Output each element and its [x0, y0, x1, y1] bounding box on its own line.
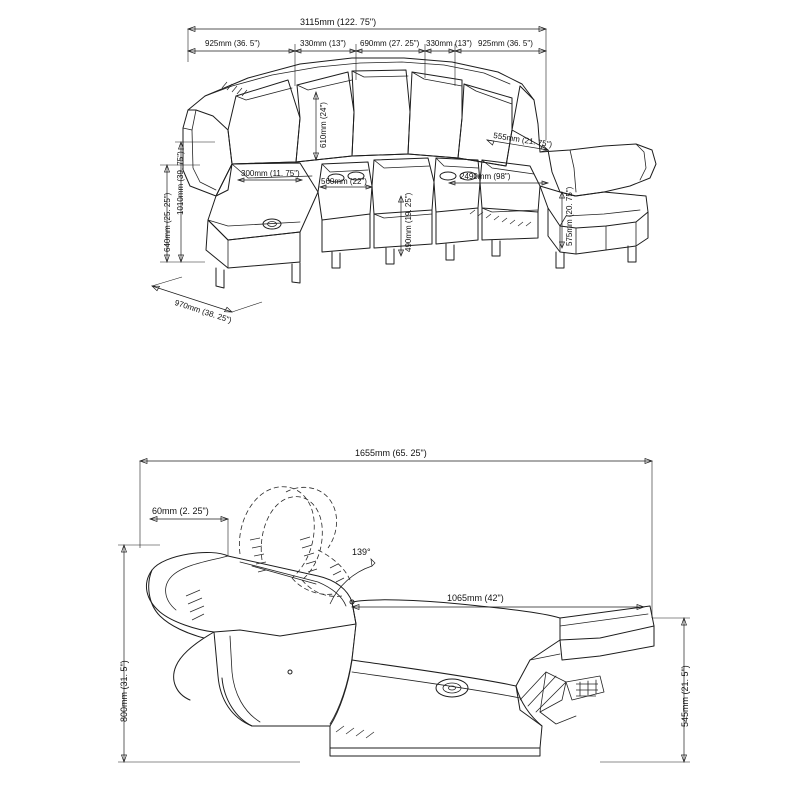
label-seg-console-right: 330mm (13") — [426, 39, 472, 48]
label-seg-right-arm: 925mm (36. 5") — [478, 39, 533, 48]
label-headrest-offset: 60mm (2. 25") — [152, 506, 209, 516]
label-seat-front-height: 575mm (20. 75") — [565, 186, 574, 246]
label-seg-center: 690mm (27. 25") — [360, 39, 420, 48]
label-seat-height: 640mm (25. 25") — [163, 192, 172, 252]
front-perspective-view-geometry — [152, 27, 656, 313]
label-depth: 970mm (38. 25") — [173, 298, 233, 325]
label-arm-height: 490mm (19. 25") — [404, 192, 413, 252]
label-inner-width: 2490mm (98") — [460, 172, 511, 181]
label-seat-depth-small: 300mm (11. 75") — [241, 169, 300, 178]
label-seat-to-footrest: 1065mm (42") — [447, 593, 504, 603]
label-total-height: 1010mm (39. 75") — [176, 151, 185, 215]
label-reclined-length: 1655mm (65. 25") — [355, 448, 427, 458]
label-seg-console-left: 330mm (13") — [300, 39, 346, 48]
recline-angle-unit: ° — [367, 547, 371, 557]
label-recline-angle — [352, 548, 371, 557]
side-recline-view-geometry — [118, 459, 690, 763]
label-back-height-reclined: 545mm (21. 5") — [680, 665, 690, 727]
label-overall-height: 800mm (31. 5") — [119, 660, 129, 722]
label-overall-width: 3115mm (122. 75") — [300, 17, 377, 27]
label-back-height: 610mm (24") — [319, 102, 328, 148]
label-seat-width: 560mm (22") — [321, 177, 367, 186]
recline-angle-value: 139 — [352, 547, 368, 557]
label-seg-left-arm: 925mm (36. 5") — [205, 39, 260, 48]
label-console-depth: 555mm (21. 75") — [492, 131, 553, 150]
